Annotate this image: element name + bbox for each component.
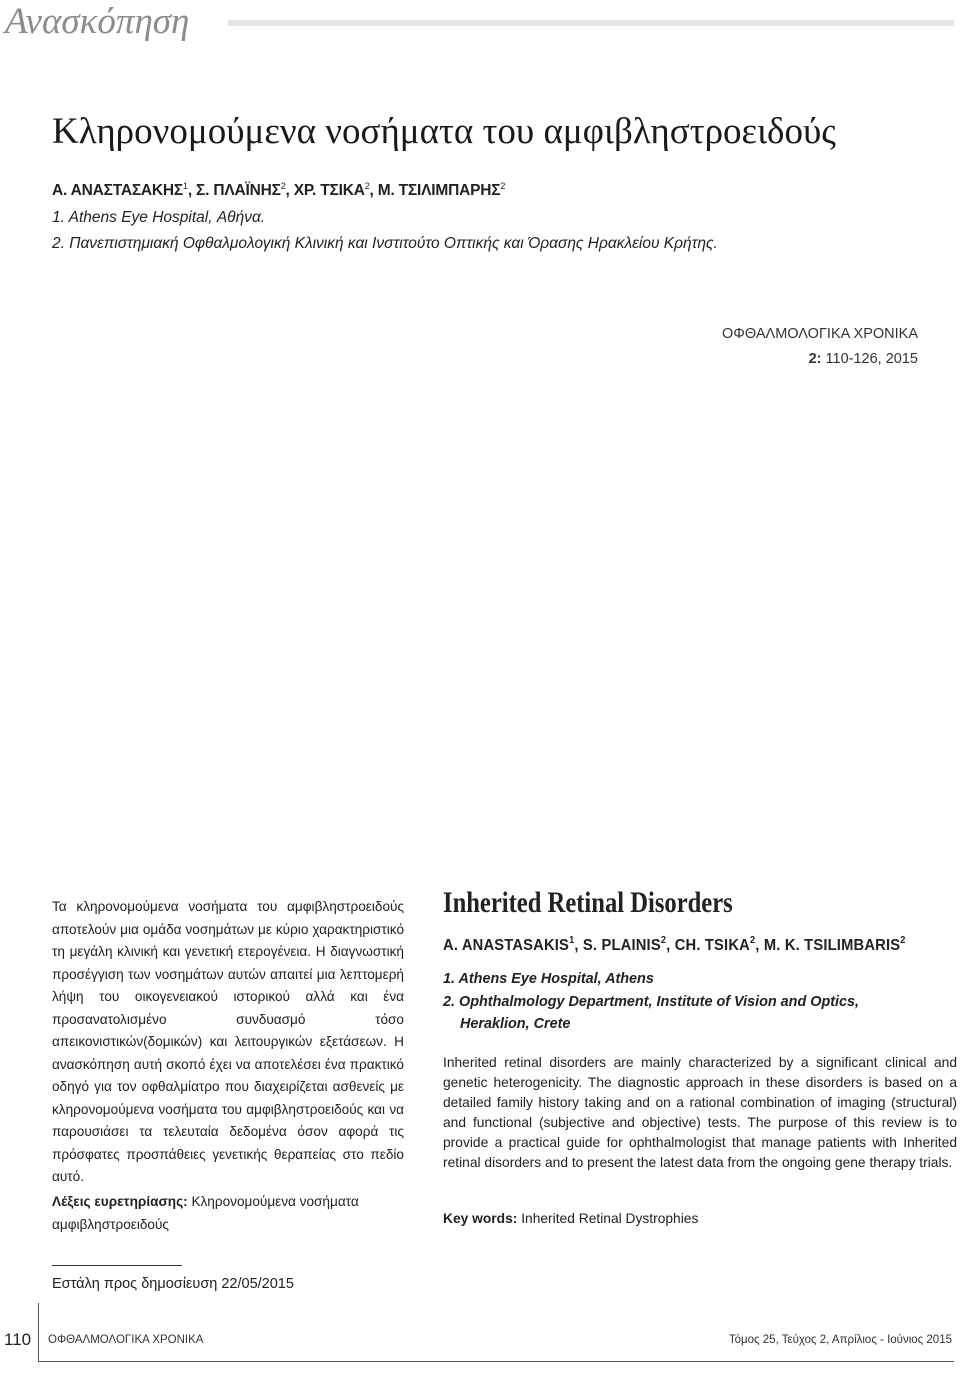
journal-citation	[809, 351, 918, 367]
author-affil-sup: 2	[500, 181, 506, 191]
author-affil-sup: 2	[660, 935, 667, 946]
author-affil-sup: 1	[183, 181, 188, 191]
article-title: Κληρονομούμενα νοσήματα του αμφιβληστροειδούς	[52, 111, 836, 152]
greek-keywords-text: Κληρονομούμενα νοσήματα αμφιβληστροειδούς	[52, 1194, 359, 1232]
author-affil-sup: 2	[280, 181, 286, 191]
author: M. K. TSILIMBARIS	[763, 937, 901, 954]
affiliation-2: 2. Πανεπιστημιακή Οφθαλμολογική Κλινική και Ινστιτούτο Οπτικής και Όρασης Ηρακλείου Κρήτης.	[52, 235, 718, 252]
footer-issue: Τόμος 25, Τεύχος 2, Απρίλιος - Ιούνιος 2015	[728, 1334, 952, 1346]
author-separator: ,	[755, 937, 764, 954]
english-keywords-label: Key words:	[443, 1211, 518, 1226]
author-affil-sup: 2	[749, 935, 756, 946]
affiliation-1: 1. Athens Eye Hospital, Αθήνα.	[52, 209, 266, 226]
author: A. ANASTASAKIS	[443, 937, 570, 954]
english-author-list	[443, 937, 906, 955]
author: CH. TSIKA	[674, 937, 750, 954]
greek-keywords	[52, 1191, 404, 1236]
author: Σ. ΠΛΑΪΝΗΣ	[196, 182, 281, 199]
section-label: Ανασκόπηση	[5, 1, 190, 42]
journal-volume: 2:	[808, 351, 822, 367]
journal-name: ΟΦΘΑΛΜΟΛΟΓΙΚΑ ΧΡΟΝΙΚΑ	[721, 326, 918, 342]
author-separator: ,	[574, 937, 583, 954]
footer-journal: ΟΦΘΑΛΜΟΛΟΓΙΚΑ ΧΡΟΝΙΚΑ	[48, 1334, 204, 1346]
english-abstract: Inherited retinal disorders are mainly characterized by a significant clinical and genetic heterogenicity. The diagnostic approach in these disorders is based on a detailed family history taking and on a rational combination of imaging (structural) and functional (subjective and objective) tests. The purpose of this review is to provide a practical guide for ophthalmologist that manage patients with Inherited retinal disorders and to present the latest data from the ongoing gene therapy trials.	[443, 1055, 957, 1170]
submission-date: Εστάλη προς δημοσίευση 22/05/2015	[52, 1276, 294, 1292]
author-separator: ,	[666, 937, 675, 954]
english-affiliation-1: 1. Athens Eye Hospital, Athens	[443, 971, 654, 987]
english-affiliation-2-cont: Heraklion, Crete	[460, 1016, 571, 1032]
author-list	[52, 182, 505, 200]
author-separator: ,	[285, 182, 294, 199]
footer-vertical-rule	[38, 1303, 39, 1361]
author-separator: ,	[187, 182, 197, 199]
author-affil-sup: 1	[569, 935, 575, 946]
english-keywords	[443, 1211, 698, 1226]
footer-horizontal-rule	[38, 1361, 954, 1362]
author-affil-sup: 2	[900, 935, 906, 946]
author: Μ. ΤΣΙΛΙΜΠΑΡΗΣ	[377, 182, 501, 199]
author: S. PLAINIS	[582, 937, 661, 954]
section-rule	[228, 20, 954, 26]
journal-pages: 110-126, 2015	[821, 351, 918, 367]
author: Α. ΑΝΑΣΤΑΣΑΚΗΣ	[52, 182, 184, 199]
english-title: Inherited Retinal Disorders	[443, 886, 733, 919]
author-separator: ,	[369, 182, 378, 199]
greek-abstract: Τα κληρονομούμενα νοσήματα του αμφιβληστροειδούς αποτελούν μια ομάδα νοσημάτων με κύριο χαρακτηριστικό τη μεγάλη κλινική και γενετική ετερογένεια. Η διαγνωστική προσέγγιση των νοσημάτων αυτών απαιτεί μια λεπτομερή λήψη του οικογενειακού ιστορικού αλλά και ένα προσανατολισμένο συνδυασμό τόσο απεικονιστικών(δομικών) και λειτουργικών εξετάσεων. Η ανασκόπηση αυτή σκοπό έχει να αποτελέσει ένα πρακτικό οδηγό για τον οφθαλμίατρο που διαχειρίζεται ασθενείς με κληρονομούμενα νοσήματα του αμφιβληστροειδούς και να παρουσιάσει τα τελευταία δεδομένα όσον αφορά τις πρόσφατες προσπάθειες γενετικής θεραπείας στο πεδίο αυτό.	[52, 899, 404, 1184]
footnote-rule	[52, 1265, 182, 1266]
page-number: 110	[4, 1330, 32, 1349]
author: ΧΡ. ΤΣΙΚΑ	[293, 182, 365, 199]
english-keywords-text: Inherited Retinal Dystrophies	[517, 1211, 699, 1226]
english-affiliation-2: 2. Ophthalmology Department, Institute of Vision and Optics,	[443, 994, 860, 1010]
author-affil-sup: 2	[364, 181, 370, 191]
greek-keywords-label: Λέξεις ευρετηρίασης:	[52, 1194, 188, 1209]
